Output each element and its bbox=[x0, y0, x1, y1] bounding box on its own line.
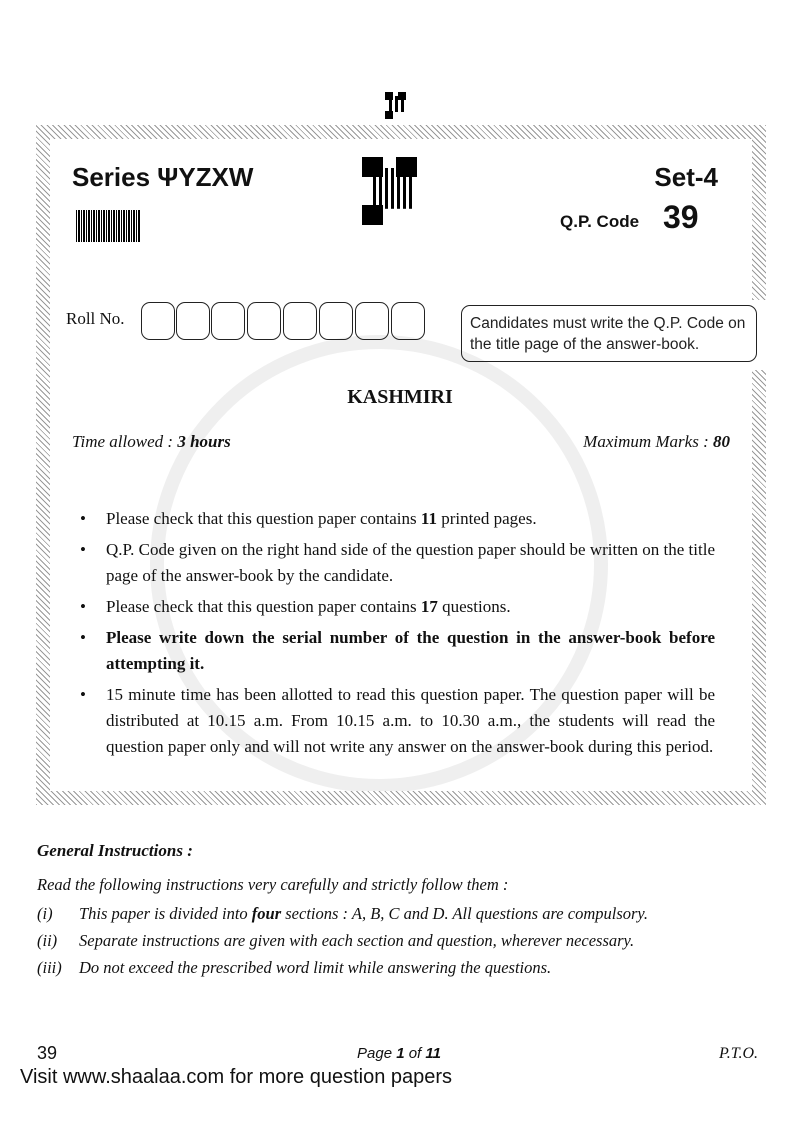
list-item: • Please check that this question paper contains 11 printed pages. bbox=[80, 506, 715, 532]
qr-code bbox=[362, 157, 432, 225]
footer-qp-code: 39 bbox=[37, 1043, 58, 1063]
roll-no-label: Roll No. bbox=[66, 309, 125, 328]
list-item: • Q.P. Code given on the right hand side of the question paper should be written on the title page of the answer-book by the candidate. bbox=[80, 537, 715, 589]
visit-shaalaa-link[interactable]: Visit www.shaalaa.com for more question papers bbox=[20, 1066, 453, 1088]
time-allowed: Time allowed : 3 hours bbox=[72, 432, 231, 451]
general-instructions-list bbox=[37, 903, 762, 978]
small-qr-code bbox=[385, 92, 412, 119]
list-item: (i) This paper is divided into four sections : A, B, C and D. All questions are compulsory. bbox=[37, 904, 648, 923]
barcode bbox=[76, 210, 141, 242]
list-item: (ii) Separate instructions are given with each section and question, wherever necessary. bbox=[37, 931, 635, 950]
list-item: • Please write down the serial number of the question in the answer-book before attempting it. bbox=[80, 625, 715, 677]
list-item: (iii) Do not exceed the prescribed word limit while answering the questions. bbox=[37, 958, 552, 977]
pto-label: P.T.O. bbox=[719, 1045, 758, 1062]
list-item: • 15 minute time has been allotted to read this question paper. The question paper will be distributed at 10.15 a.m. From 10.15 a.m. to 10.30 a.m., the students will read the question paper only and will not write any answer on the answer-book during this period. bbox=[80, 682, 715, 760]
general-instructions-heading: General Instructions : bbox=[37, 841, 193, 860]
series-label: Series ΨYZXW bbox=[72, 162, 254, 192]
instruction-bullets bbox=[80, 506, 715, 765]
page-number: Page 1 of 11 bbox=[357, 1045, 441, 1062]
qp-code: 39 bbox=[663, 199, 699, 235]
set-number: Set-4 bbox=[654, 162, 718, 192]
list-item: • Please check that this question paper contains 17 questions. bbox=[80, 594, 715, 620]
general-instructions-intro: Read the following instructions very carefully and strictly follow them : bbox=[37, 875, 509, 894]
qp-code-label: Q.P. Code bbox=[560, 212, 640, 231]
qp-code-notice: Candidates must write the Q.P. Code on the title page of the answer-book. bbox=[461, 305, 757, 362]
general-instructions bbox=[37, 840, 762, 984]
maximum-marks: Maximum Marks : 80 bbox=[583, 432, 730, 451]
subject-title: KASHMIRI bbox=[347, 386, 453, 408]
